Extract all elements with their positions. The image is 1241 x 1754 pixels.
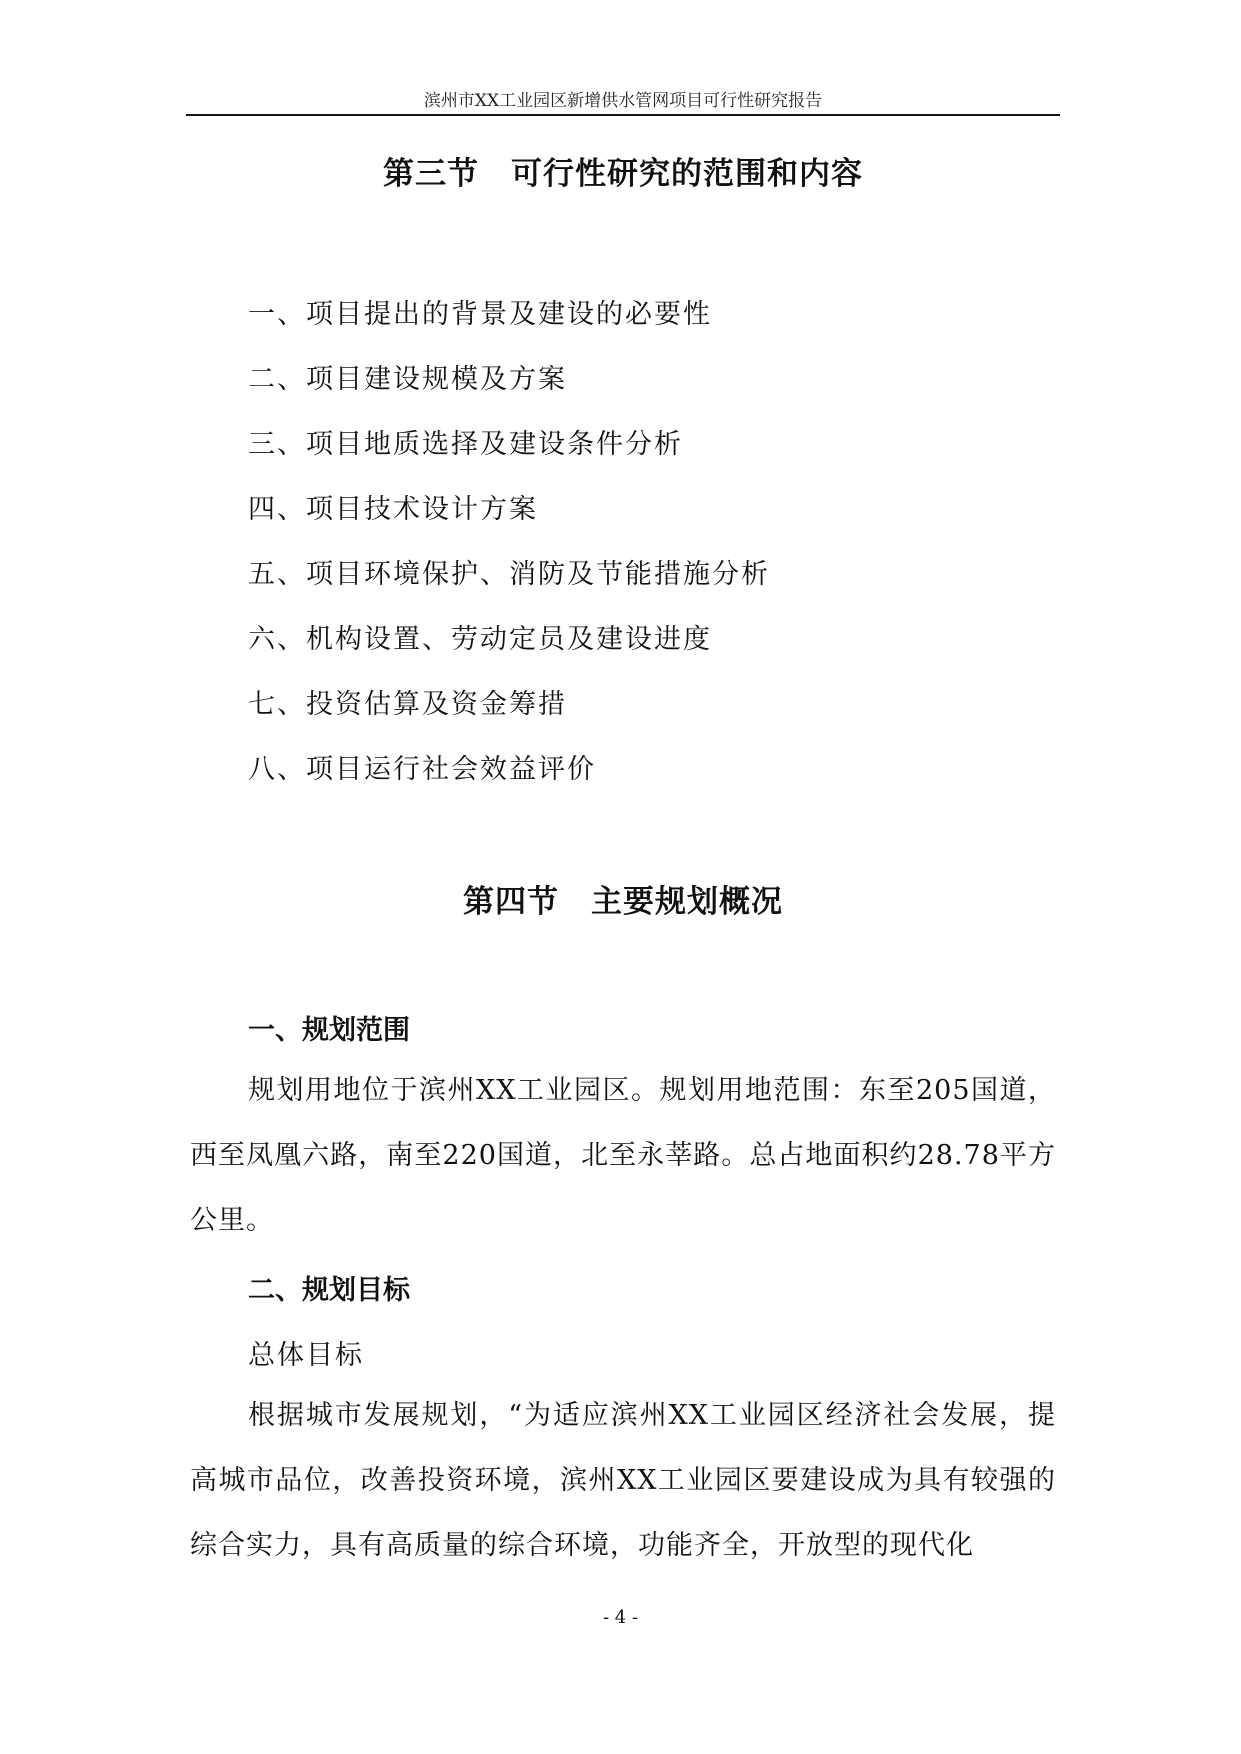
list-item: 四、项目技术设计方案 [248, 494, 538, 525]
list-item: 二、项目建设规模及方案 [248, 364, 567, 395]
list-item: 八、项目运行社会效益评价 [248, 754, 596, 785]
list-item: 五、项目环境保护、消防及节能措施分析 [248, 559, 770, 590]
section-3-title: 第三节 可行性研究的范围和内容 [383, 156, 863, 192]
goal-label: 总体目标 [248, 1340, 364, 1371]
list-item: 六、机构设置、劳动定员及建设进度 [248, 624, 712, 655]
paragraph-planning-goals: 根据城市发展规划，“为适应滨州XX工业园区经济社会发展，提高城市品位，改善投资环境，滨州XX工业园区要建设成为具有较强的综合实力，具有高质量的综合环境，功能齐全，开放型的现代化 [190, 1400, 1056, 1561]
header-divider [186, 114, 1060, 116]
subheading-planning-scope: 一、规划范围 [248, 1015, 410, 1046]
page-number: - 4 - [602, 1607, 639, 1628]
list-item: 一、项目提出的背景及建设的必要性 [248, 299, 712, 330]
paragraph-planning-scope: 规划用地位于滨州XX工业园区。规划用地范围：东至205国道，西至凤凰六路，南至220国道，北至永莘路。总占地面积约28.78平方公里。 [190, 1075, 1056, 1236]
list-item: 三、项目地质选择及建设条件分析 [248, 429, 683, 460]
subheading-planning-goals: 二、规划目标 [248, 1275, 410, 1306]
list-item: 七、投资估算及资金筹措 [248, 689, 567, 720]
running-header: 滨州市XX工业园区新增供水管网项目可行性研究报告 [423, 91, 823, 111]
section-4-title: 第四节 主要规划概况 [463, 884, 783, 920]
